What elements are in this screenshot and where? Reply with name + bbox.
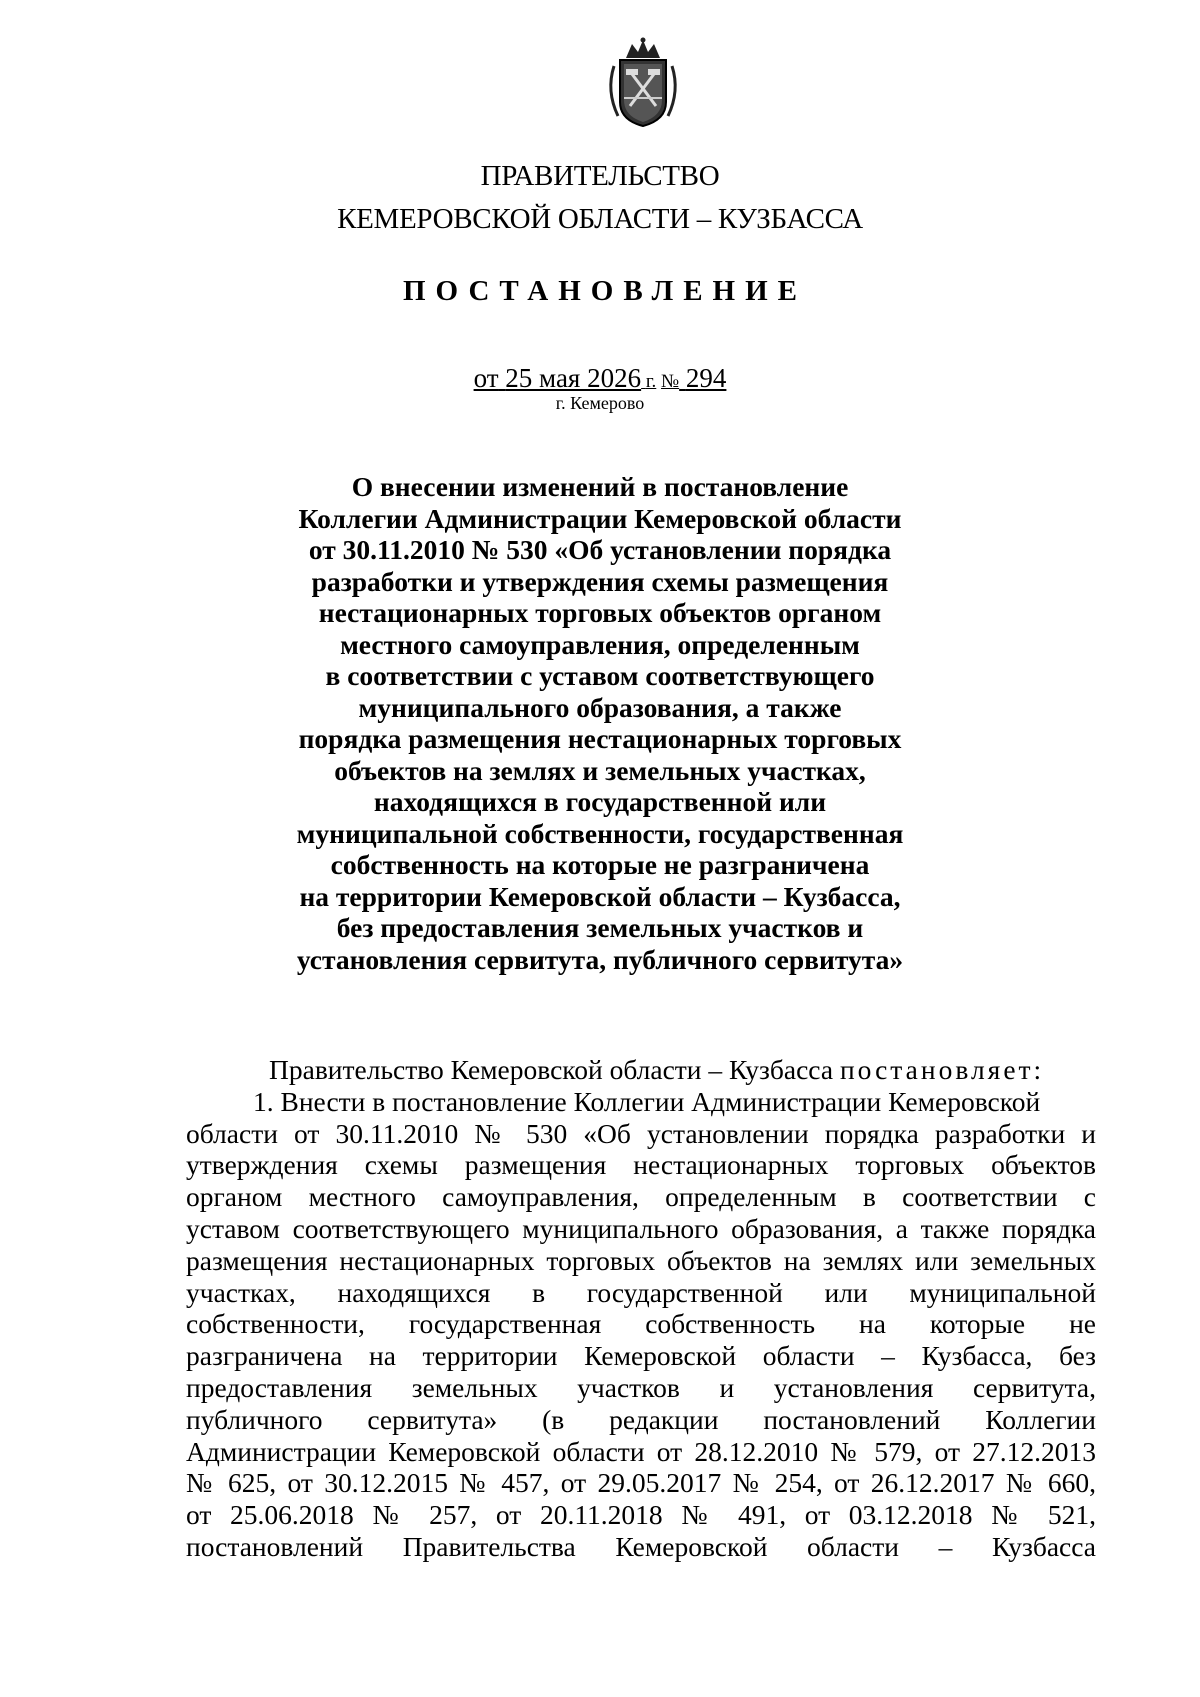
government-name-line2: КЕМЕРОВСКОЙ ОБЛАСТИ – КУЗБАССА xyxy=(337,203,863,235)
title-line: установления сервитута, публичного сервитута» xyxy=(296,943,904,975)
body-line: утверждения схемы размещения нестационарных торговых объектов xyxy=(186,1149,1096,1181)
title-line: собственность на которые не разграничена xyxy=(330,849,870,880)
body-line: 1. Внести в постановление Коллегии Администрации Кемеровской xyxy=(253,1085,1041,1117)
body-line: участках, находящихся в государственной или муниципальной xyxy=(186,1276,1096,1308)
date-value: 25 мая 2026 xyxy=(505,363,642,393)
title-line: от 30.11.2010 № 530 «Об установлении порядка xyxy=(308,534,892,565)
body-line: постановлений Правительства Кемеровской области – Кузбасса xyxy=(186,1530,1096,1562)
body-line: № 625, от 30.12.2015 № 457, от 29.05.2017 № 254, от 26.12.2017 № 660, xyxy=(186,1467,1096,1499)
resolution-verb: постановляет: xyxy=(839,1054,1045,1085)
coat-of-arms-emblem xyxy=(604,36,682,130)
title-line: объектов на землях и земельных участках, xyxy=(334,754,866,786)
title-line: местного самоуправления, определенным xyxy=(340,628,860,660)
body-line: уставом соответствующего муниципального образования, а также порядка xyxy=(186,1212,1096,1244)
body-line: органом местного самоуправления, определенным в соответствии с xyxy=(186,1181,1096,1213)
document-date-number xyxy=(0,363,1200,394)
document-title xyxy=(240,471,960,975)
body-line: размещения нестационарных торговых объектов на землях или земельных xyxy=(186,1244,1096,1276)
body-line: разграничена на территории Кемеровской области – Кузбасса, без xyxy=(186,1340,1096,1372)
body-line: области от 30.11.2010 № 530 «Об установлении порядка разработки и xyxy=(186,1117,1096,1149)
title-line: муниципального образования, а также xyxy=(358,691,842,723)
body-line: собственности, государственная собственность на которые не xyxy=(186,1308,1096,1340)
date-prefix: от xyxy=(473,363,499,393)
title-line: разработки и утверждения схемы размещения xyxy=(311,565,889,597)
title-line: в соответствии с уставом соответствующего xyxy=(325,660,875,691)
year-suffix: г. xyxy=(645,371,657,392)
body-line: предоставления земельных участков и установления сервитута, xyxy=(186,1371,1096,1403)
document-city: г. Кемерово xyxy=(555,393,645,413)
title-line: нестационарных торговых объектов органом xyxy=(318,597,882,628)
body-line: Администрации Кемеровской области от 28.12.2010 № 579, от 27.12.2013 xyxy=(186,1435,1096,1467)
document-body xyxy=(186,1054,1096,1563)
document-type-heading: ПОСТАНОВЛЕНИЕ xyxy=(402,275,807,307)
resolution-intro-line xyxy=(186,1054,1096,1086)
body-line: от 25.06.2018 № 257, от 20.11.2018 № 491, от 03.12.2018 № 521, xyxy=(186,1499,1096,1531)
number-value: 294 xyxy=(685,363,727,393)
government-name-line1: ПРАВИТЕЛЬСТВО xyxy=(480,160,720,192)
title-line: Коллегии Администрации Кемеровской области xyxy=(298,502,902,534)
resolution-intro: Правительство Кемеровской области – Кузбасса xyxy=(269,1054,834,1085)
title-line: муниципальной собственности, государственная xyxy=(296,817,904,849)
title-line: без предоставления земельных участков и xyxy=(336,912,864,943)
title-line: на территории Кемеровской области – Кузбасса, xyxy=(299,880,901,912)
body-line: публичного сервитута» (в редакции постановлений Коллегии xyxy=(186,1403,1096,1435)
title-line: О внесении изменений в постановление xyxy=(351,471,849,502)
title-line: находящихся в государственной или xyxy=(373,786,827,817)
number-sign: № xyxy=(661,371,680,392)
title-line: порядка размещения нестационарных торговых xyxy=(298,723,902,754)
